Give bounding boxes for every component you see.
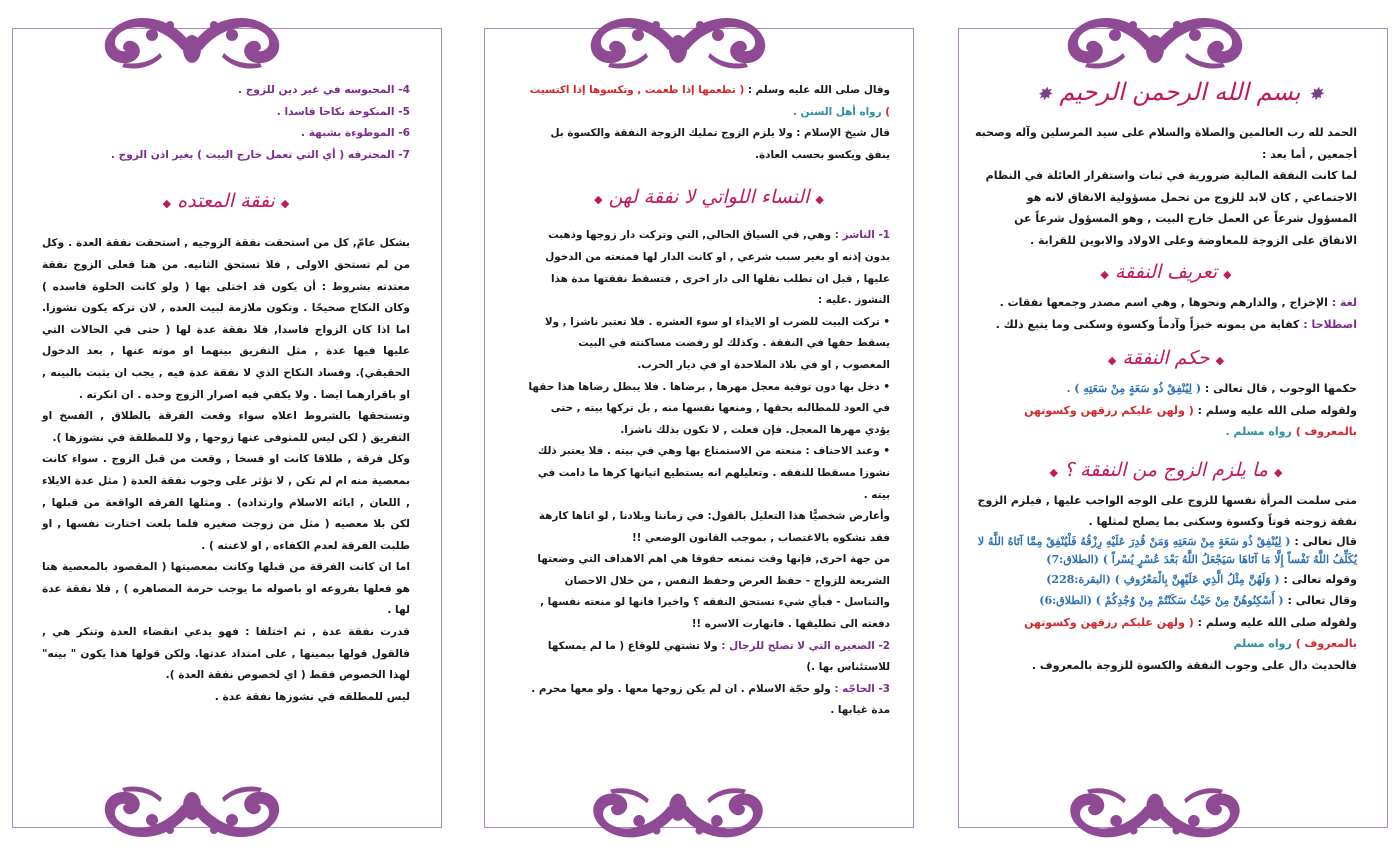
list-item: 4- المحبوسه في غير دين للزوج .	[238, 84, 410, 96]
idda-paragraph: بشكل عامّ, كل من استحقت نفقة الزوجيه , استحقت نفقة العدة . وكل من لم تستحق الاولى , فلا تستحق الثانيه. من هنا فعلى الزوج نفقة معتدته بشروط : أن يكون قد اختلى بها ( ولو كانت الخلوة فاسده ) وكان النكاح صحيحًا . وتكون ملازمة لبيت العده , لان تركه يكون نشوزا. اما اذا كان الزواج فاسدا, فلا نفقة عدة لها ( حتى في الحالات التي عليها فيها عدة , مثل التفريق بينهما او موته عنها , بعد الدخول الحقيقي). وفساد النكاح الذي لا نفقة عدة فيه , يجب ان يثبت بالبينه , او باقرارهما ايضا . ولا يكفي فيه اصرار الزوج وحده . ان انكرته .	[42, 237, 410, 401]
list-item: 5- المنكوحة نكاحا فاسدا .	[276, 105, 410, 118]
idda-paragraph: وكل فرقة , طلاقا كانت او فسخا , وقعت من قبل الزوج . سواء كانت بمعصية منه ام لم تكن , لا تؤثر على وجوب نفقة العدة ( مثل عدة الايلاء , اللعان , ابائه الاسلام وارتداده) . ومثلها الفرقه الواقعة من قبلها , لكن بلا معصيه ( مثل من زوجت صغيره فلما بلغت اختارت نفسها , او طلبت الفرقة لعدم الكفاءه , او لاعنته ) .	[42, 453, 410, 552]
list-item: 3- الحاجّه : ولو حجّة الاسلام . ان لم يكن زوجها معها . ولو معها محرم . مدة غيابها .	[531, 682, 890, 717]
list-item: من جهة اخرى, فإنها وقت تمنعه حقوقا هي اهم الاهداف التي وضعتها الشريعة للزواج - حفظ العرض وحفظ النفس , من خلال الاحصان والتناسل - فبأي شيء تستحق النفقه ؟ واخيرا فانها لو منعته نفسها , دفعته الى تطليقها . فانهارت الاسره !!	[537, 553, 890, 631]
middle-column	[528, 80, 890, 722]
intro-paragraph: الحمد لله رب العالمين والصلاة والسلام على سيد المرسلين وآله وصحبه أجمعين , أما بعد :	[974, 126, 1357, 161]
obligation-conclusion: فالحديث دال على وجوب النفقة والكسوة للزوجة بالمعروف .	[1031, 658, 1357, 672]
obligation-paragraph: متى سلمت المرأة نفسها للزوج على الوجه الواجب عليها , فيلزم الزوج نفقة زوجته قوتاً وكسوة وسكنى بما يصلح لمثلها .	[977, 493, 1357, 528]
section-heading-obligations: ◆ ما يلزم الزوج من النفقة ؟ ◆	[1049, 458, 1283, 481]
idda-paragraph: ليس للمطلقه في نشوزها نفقة عدة .	[214, 690, 410, 703]
idda-paragraph: قدرت نفقة عدة , ثم اختلفا : فهو يدعي انقضاء العدة وتنكر هي , فالقول قولها بيمينها , على امتداد عدتها. ولكن قولها هذا يكون " بينه" لهذا الخصوص فقط ( اي لخصوص نفقة العدة ).	[42, 626, 410, 682]
star-icon: ✸	[1036, 84, 1052, 105]
list-item: 6- الموطوءة بشبهة .	[300, 127, 410, 140]
right-column	[975, 122, 1357, 676]
ruling-verse: حكمها الوجوب , قال تعالى : ( لِيُنْفِقْ ذُو سَعَةٍ مِنْ سَعَتِهِ ) .	[1066, 382, 1357, 395]
definition-lugha: لغة : الإخراج , والدارهم ونحوها , وهي اسم مصدر وجمعها نفقات .	[999, 296, 1357, 309]
definition-istilah: اصطلاحا : كفاية من يمونه خبزاً وآدماً وكسوة وسكنى وما يتبع ذلك .	[995, 317, 1357, 331]
bottom-ornament-middle	[578, 782, 778, 850]
top-ornament-right	[1055, 5, 1255, 75]
left-column	[42, 80, 410, 708]
list-item: 2- الصغيره التي لا تصلح للرجال : ولا تشتهي للوقاع ( ما لم يمسكها للاستئناس بها .)	[547, 639, 890, 674]
top-ornament-left	[92, 5, 292, 75]
obligation-verse: وقوله تعالى : ( وَلَهُنَّ مِثْلُ الَّذِي عَلَيْهِنَّ بِالْمَعْرُوفِ ) (البقرة:228)	[1046, 572, 1357, 586]
top-ornament-middle	[578, 5, 778, 75]
section-heading-definition: ◆ تعريف النفقة ◆	[1100, 261, 1232, 283]
section-heading-idda: ◆ نفقة المعتده ◆	[162, 190, 290, 213]
basmala-title: ✸ بسم الله الرحمن الرحيم ✸	[1036, 78, 1324, 106]
list-item: 7- المحترفه ( أي التي تعمل خارج البيت ) بغير اذن الزوج .	[110, 148, 410, 161]
list-item: وأعارض شخصيًّا هذا التعليل بالقول: في زماننا وبلادنا , لو اتاها كارهة فقد تشكوه بالاغتصاب , بموجب القانون الوضعي !!	[538, 510, 890, 544]
obligation-verse: قال تعالى : ( لِيُنْفِقْ ذُو سَعَةٍ مِنْ سَعَتِهِ وَمَنْ قُدِرَ عَلَيْهِ رِزْقُهُ فَلْيُنْفِقْ مِمَّا آتَاهُ اللَّهُ لا يُكَلِّفُ اللَّهُ نَفْساً إِلَّا مَا آتَاهَا سَيَجْعَلُ اللَّهُ بَعْدَ عُسْرٍ يُسْراً ) (الطلاق:7)	[977, 534, 1357, 566]
shaykh-paragraph: قال شيخ الإسلام : ولا يلزم الزوج تمليك الزوجة النفقة والكسوة بل ينفق ويكسو بحسب العادة.	[550, 127, 890, 161]
ruling-hadith: ولقوله صلى الله عليه وسلم : ( ولهن عليكم رزقهن وكسوتهن بالمعروف ) رواه مسلم .	[1024, 403, 1357, 438]
obligation-hadith: ولقوله صلى الله عليه وسلم : ( ولهن عليكم رزقهن وكسوتهن بالمعروف ) رواه مسلم	[1024, 615, 1357, 650]
obligation-verse: وقال تعالى : ( أَسْكِنُوهُنَّ مِنْ حَيْثُ سَكَنْتُمْ مِنْ وُجْدِكُمْ ) (الطلاق:6)	[1039, 594, 1357, 607]
idda-paragraph: اما ان كانت الفرقة من قبلها وكانت بمعصيتها ( المقصود بالمعصية هنا هو فعلها بفروعه او باصوله ما يوجب حرمة المصاهره ) , فلا نفقة عدة لها .	[42, 561, 410, 617]
list-item: • دخل بها دون توفية معجل مهرها , برضاها . فلا يبطل رضاها هذا حقها في العود للمطالبه بحقها , ومنعها نفسها منه , بل تركها بيته , حتى يؤدي مهرها المعجل. فإن فعلت , لا تكون بذلك ناشزا.	[528, 380, 890, 436]
section-heading-no-nafaqa: ◆ النساء اللواتي لا نفقة لهن ◆	[594, 186, 824, 209]
list-item: 1- الناشز : وهي, في السياق الحالي, التي وتركت دار زوجها وذهبت بدون إذنه او بغير سبب شرعي , او كانت الدار لها فمنعته من الدخول عليها , قبل ان تطلب نقلها الى دار اخرى , فتسقط نفقتها مدة هذا النشوز .عليه :	[545, 229, 890, 307]
hadith-paragraph: وقال صلى الله عليه وسلم : ( تطعمها إذا طعمت , وتكسوها إذا اكتسيت ) رواه أهل السنن .	[529, 84, 890, 118]
list-item: • تركت البيت للضرب او الايذاء او سوء العشره . فلا تعتبر ناشزا , ولا يسقط حقها في النفقة . وكذلك لو رفضت مساكنته في البيت المغصوب , او في بلاد الملاحدة او في ديار الحرب.	[544, 315, 890, 371]
intro-paragraph: لما كانت النفقة المالية ضرورية في ثبات واستقرار العائلة في النظام الاجتماعي , كان لابد للزوج من تحمل مسؤولية الانفاق لانه هو المسؤول شرعاً عن العمل خارج البيت , وهو المسؤول شرعاً عن الانفاق على الزوجة للمعاوضة وعلى الاولاد والابوين للقرابة .	[985, 169, 1357, 247]
bottom-ornament-left	[92, 782, 292, 850]
star-icon: ✸	[1308, 84, 1324, 105]
list-item: • وعند الاحناف : منعته من الاستمتاع بها وهي في بيته . فلا يعتبر ذلك نشوزا مسقطا للنفقه . وتعليلهم انه يستطيع اتيانها كرها ما دامت في بيته .	[537, 445, 890, 501]
idda-paragraph: وتستحقها بالشروط اعلاه سواء وقعت الفرقة بالطلاق , الفسخ او التفريق ( لكن ليس للمتوفى عنها زوجها , ولا للمطلقة في نشوزها ).	[42, 410, 410, 444]
bottom-ornament-right	[1055, 782, 1255, 850]
section-heading-ruling: ◆ حكم النفقة ◆	[1107, 347, 1225, 369]
